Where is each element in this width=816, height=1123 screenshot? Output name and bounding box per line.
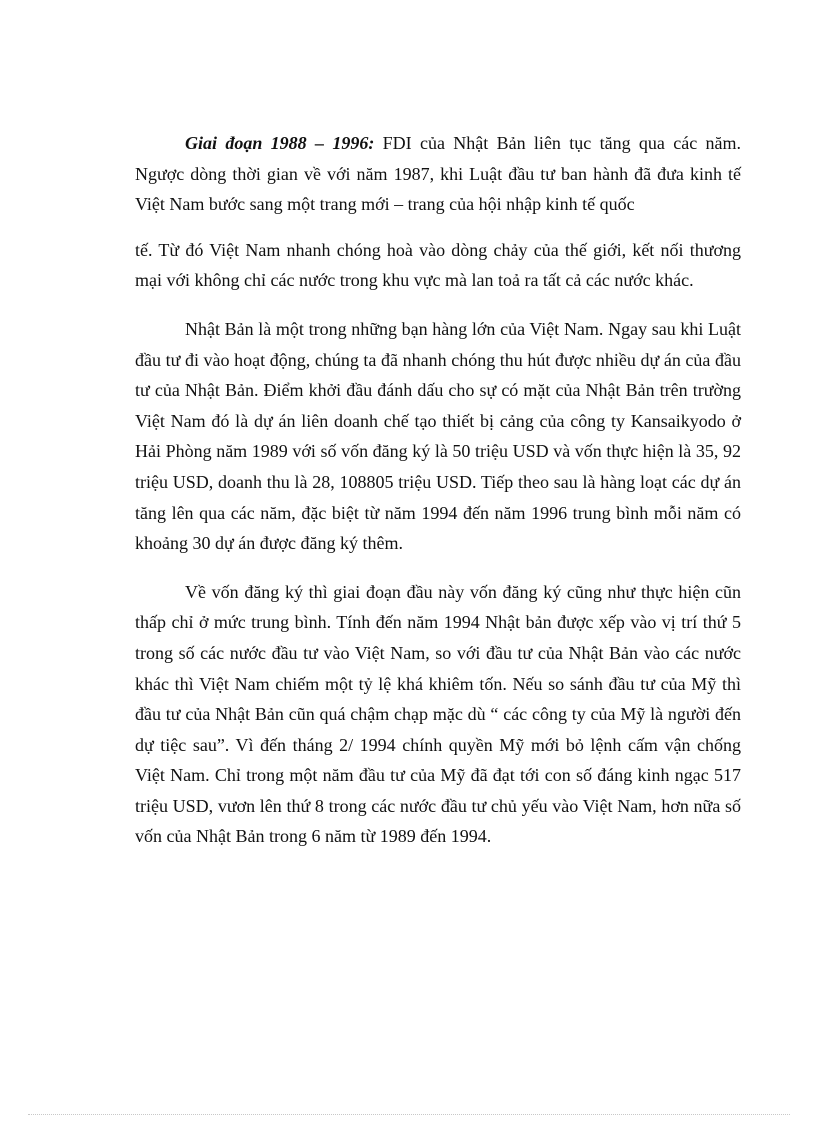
paragraph-1-text: FDI của Nhật Bản liên tục tăng qua các năm. Ngược dòng thời gian về với năm 1987, khi Luật đầu tư ban hành đã đưa kinh tế Việt Nam bước sang một trang mới – trang của hội nhập kinh tế quốc (135, 133, 741, 215)
document-body (135, 128, 741, 852)
paragraph-2: Nhật Bản là một trong những bạn hàng lớn của Việt Nam. Ngay sau khi Luật đầu tư đi vào hoạt động, chúng ta đã nhanh chóng thu hút được nhiều dự án của đầu tư của Nhật Bản. Điểm khởi đầu đánh dấu cho sự có mặt của Nhật Bản trên trường Việt Nam đó là dự án liên doanh chế tạo thiết bị cảng của công ty Kansaikyodo ở Hải Phòng năm 1989 với số vốn đăng ký là 50 triệu USD và vốn thực hiện là 35, 92 triệu USD, doanh thu là 28, 108805 triệu USD. Tiếp theo sau là hàng loạt các dự án tăng lên qua các năm, đặc biệt từ năm 1994 đến năm 1996 trung bình mỗi năm có khoảng 30 dự án được đăng ký thêm. (135, 318, 741, 554)
paragraph-3: Về vốn đăng ký thì giai đoạn đầu này vốn đăng ký cũng như thực hiện cũn thấp chỉ ở mức trung bình. Tính đến năm 1994 Nhật bản được xếp vào vị trí thứ 5 trong số các nước đầu tư vào Việt Nam, so với đầu tư của Nhật Bản vào các nước khác thì Việt Nam chiếm một tỷ lệ khá khiêm tốn. Nếu so sánh đầu tư của Mỹ thì đầu tư của Nhật Bản cũn quá chậm chạp mặc dù “ các công ty của Mỹ là người đến dự tiệc sau”. Vì đến tháng 2/ 1994 chính quyền Mỹ mới bỏ lệnh cấm vận chống Việt Nam. Chỉ trong một năm đầu tư của Mỹ đã đạt tới con số đáng kinh ngạc 517 triệu USD, vươn lên thứ 8 trong các nước đầu tư chủ yếu vào Việt Nam, hơn nữa số vốn của Nhật Bản trong 6 năm từ 1989 đến 1994. (135, 581, 741, 847)
paragraph-1-lead: Giai đoạn 1988 – 1996: (185, 133, 375, 153)
footer-divider (28, 1114, 790, 1115)
paragraph-1 (135, 128, 741, 220)
paragraph-1-continued: tế. Từ đó Việt Nam nhanh chóng hoà vào dòng chảy của thế giới, kết nối thương mại với không chỉ các nước trong khu vực mà lan toả ra tất cả các nước khác. (135, 239, 741, 291)
